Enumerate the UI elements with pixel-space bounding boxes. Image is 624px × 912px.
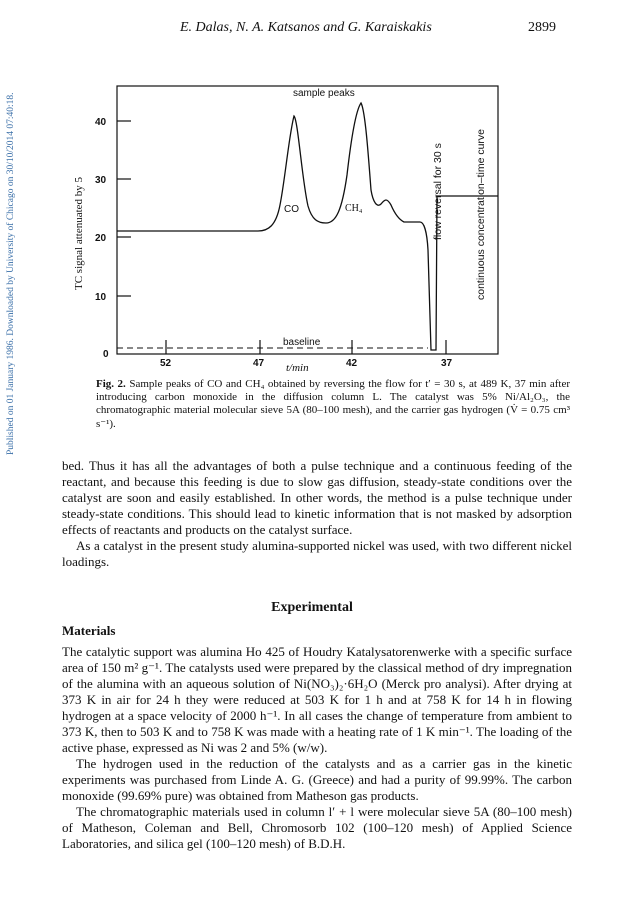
flow-reversal-label: flow reversal for 30 s	[432, 143, 444, 240]
y-axis-label: TC signal attenuated by 5	[73, 176, 85, 290]
x-tick-label-37: 37	[441, 358, 453, 369]
figure-2-chromatogram	[0, 0, 624, 380]
peak-label-ch4: CH₄	[345, 203, 363, 214]
caption-text: Sample peaks of CO and CH₄ obtained by reversing the flow for t′ = 30 s, at 489 K, 37 min after introducing carbon monoxide in the diffusion column L. The catalyst was 5% Ni/Al₂O₃, the chromatographic material molecular sieve 5A (80–100 mesh), and the carrier gas hydrogen (V̇ = 0.75 cm³ s⁻¹).	[96, 378, 571, 430]
x-tick-label-42: 42	[346, 358, 358, 369]
y-tick-label-40: 40	[95, 117, 107, 128]
paragraph-4: The hydrogen used in the reduction of the catalysts and as a carrier gas in the kinetic experiments was purchased from Linde A. G. (Greece) and had a purity of 99.99%. The carbon monoxide (99.69% pure) was obtained from Matheson gas products.	[62, 756, 572, 803]
paragraph-1: bed. Thus it has all the advantages of both a pulse technique and a continuous feeding of the reactant, and because this feeding is due to slow gas diffusion, steady-state conditions over the catalyst are soon and easily established. In other words, the method is a pulse technique under steady-state conditions. This should lead to kinetic information that is not masked by adsorption effects of reactants and products on the catalyst surface.	[62, 458, 572, 537]
paragraph-3: The catalytic support was alumina Ho 425 of Houdry Katalysatorenwerke with a specific surface area of 150 m² g⁻¹. The catalysts used were prepared by the classical method of dry impregnation of the alumina with an aqueous solution of Ni(NO₃)₂·6H₂O (Merck pro analysi). After drying at 373 K in air for 24 h they were reduced at 503 K for 1 h and at 758 K for 14 h in flowing hydrogen at a space velocity of 2000 h⁻¹. In all cases the change of temperature from ambient to 373 K, then to 503 K and to 758 K was made with a heating rate of 1 K min⁻¹. The loading of the active phase, expressed as Ni was 2 and 5% (w/w).	[62, 644, 572, 755]
paragraph-2: As a catalyst in the present study alumina-supported nickel was used, with two different nickel loadings.	[62, 538, 572, 569]
continuous-curve-label: continuous concentration–time curve	[475, 128, 487, 300]
paragraph-5: The chromatographic materials used in column l′ + l were molecular sieve 5A (80–100 mesh) of Matheson, Coleman and Bell, Chromosorb 102 (100–120 mesh) of Applied Science Laboratories, and silica gel (100–120 mesh) of B.D.H.	[62, 804, 572, 851]
body-text-materials	[62, 644, 572, 852]
running-header-authors: E. Dalas, N. A. Katsanos and G. Karaiskakis	[180, 20, 432, 35]
baseline-label: baseline	[283, 337, 321, 348]
sample-peaks-label: sample peaks	[293, 88, 355, 99]
body-text-intro	[62, 458, 572, 570]
section-heading-experimental: Experimental	[271, 600, 353, 615]
y-tick-label-30: 30	[95, 175, 107, 186]
caption-fig-label: Fig. 2.	[96, 378, 126, 390]
y-tick-label-20: 20	[95, 233, 107, 244]
download-watermark: Published on 01 January 1986. Downloaded by University of Chicago on 30/10/2014 07:40:18.	[6, 92, 16, 455]
y-tick-label-10: 10	[95, 292, 107, 303]
y-tick-label-0: 0	[103, 349, 109, 360]
x-tick-label-52: 52	[160, 358, 172, 369]
x-tick-label-47: 47	[253, 358, 265, 369]
x-axis-label: t/min	[286, 362, 309, 374]
subsection-heading-materials: Materials	[62, 623, 116, 638]
peak-label-co: CO	[284, 204, 299, 215]
page-number: 2899	[528, 20, 556, 35]
figure-caption	[96, 378, 570, 431]
